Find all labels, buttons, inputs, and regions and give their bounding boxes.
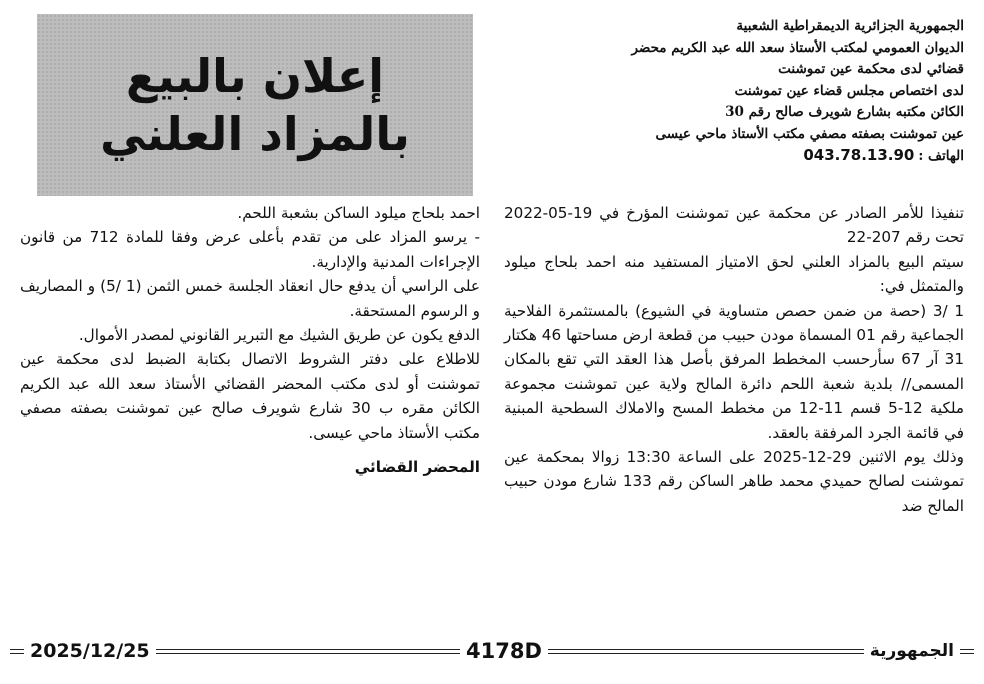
paragraph: احمد بلحاج ميلود الساكن بشعبة اللحم. — [237, 204, 480, 222]
footer — [10, 636, 974, 666]
header-line: الكائن مكتبه بشارع شويرف صالح رقم 30 — [725, 104, 964, 120]
footer-brand: الجمهورية — [864, 636, 960, 666]
header-line: لدى اختصاص مجلس قضاء عين تموشنت — [734, 82, 964, 99]
announcement-title-box — [37, 14, 473, 196]
header-line: عين تموشنت بصفته مصفي مكتب الأستاذ ماحي عيسى — [655, 125, 964, 142]
paragraph: - يرسو المزاد على من تقدم بأعلى عرض وفقا للمادة 712 من قانون الإجراءات المدنية والإدارية. — [20, 228, 481, 271]
signature: المحضر القضائي — [354, 458, 480, 477]
footer-code: 4178D — [460, 636, 548, 666]
header-block — [494, 16, 964, 168]
header-line: قضائي لدى محكمة عين تموشنت — [778, 61, 964, 77]
paragraph: سيتم البيع بالمزاد العلني لحق الامتياز المستفيد منه احمد بلحاج ميلود والمتمثل في: — [504, 252, 964, 296]
paragraph: 1 /3 (حصة من ضمن حصص متساوية في الشيوع) بالمستثمرة الفلاحية الجماعية رقم 01 المسماة مودن حبيب من قطعة ارض مساحتها 46 هكتار 31 آر 67 سأرحسب المخطط المرفق بأصل هذا العقد التي تقع بالمكان المسمى// بلدية شعبة اللحم دائرة المالح ولاية عين تموشنت مجموعة ملكية 12-5 قسم 11-12 من مخطط المسح والاملاك السطحية المبنية في قائمة الجرد المرفقة بالعقد. — [504, 301, 964, 442]
paragraph: الدفع يكون عن طريق الشيك مع التبرير القانوني لمصدر الأموال. — [78, 326, 480, 345]
right-column — [504, 201, 964, 518]
header-line: الديوان العمومي لمكتب الأستاذ سعد الله عبد الكريم محضر — [631, 39, 964, 56]
header-line: الجمهورية الجزائرية الديمقراطية الشعبية — [736, 18, 964, 34]
title-line-2: بالمزاد العلني — [100, 107, 410, 161]
title-line-1: إعلان بالبيع — [125, 49, 385, 103]
left-column — [20, 201, 480, 479]
phone-value: 043.78.13.90 — [803, 146, 915, 164]
phone-line — [494, 145, 964, 168]
paragraph: على الراسي أن يدفع حال انعقاد الجلسة خمس الثمن (1 /5) و المصاريف و الرسوم المستحقة. — [20, 277, 480, 320]
footer-date: 2025/12/25 — [24, 636, 156, 666]
paragraph: وذلك يوم الاثنين 29-12-2025 على الساعة 13:30 زوالا بمحكمة عين تموشنت لصالح حميدي محمد طاهر الساكن رقم 133 شارع مودن حبيب المالح ضد — [504, 448, 964, 515]
paragraph: تنفيذا للأمر الصادر عن محكمة عين تموشنت المؤرخ في 19-05-2022 تحت رقم 207-22 — [504, 204, 964, 247]
phone-label: الهاتف : — [918, 148, 964, 164]
paragraph: للاطلاع على دفتر الشروط الاتصال بكتابة الضبط لدى محكمة عين تموشنت أو لدى مكتب المحضر القضائي الأستاذ سعد الله عبد الكريم الكائن مقره ب 30 شارع شويرف صالح عين تموشنت بصفته مصفي مكتب الأستاذ ماحي عيسى. — [20, 350, 481, 442]
